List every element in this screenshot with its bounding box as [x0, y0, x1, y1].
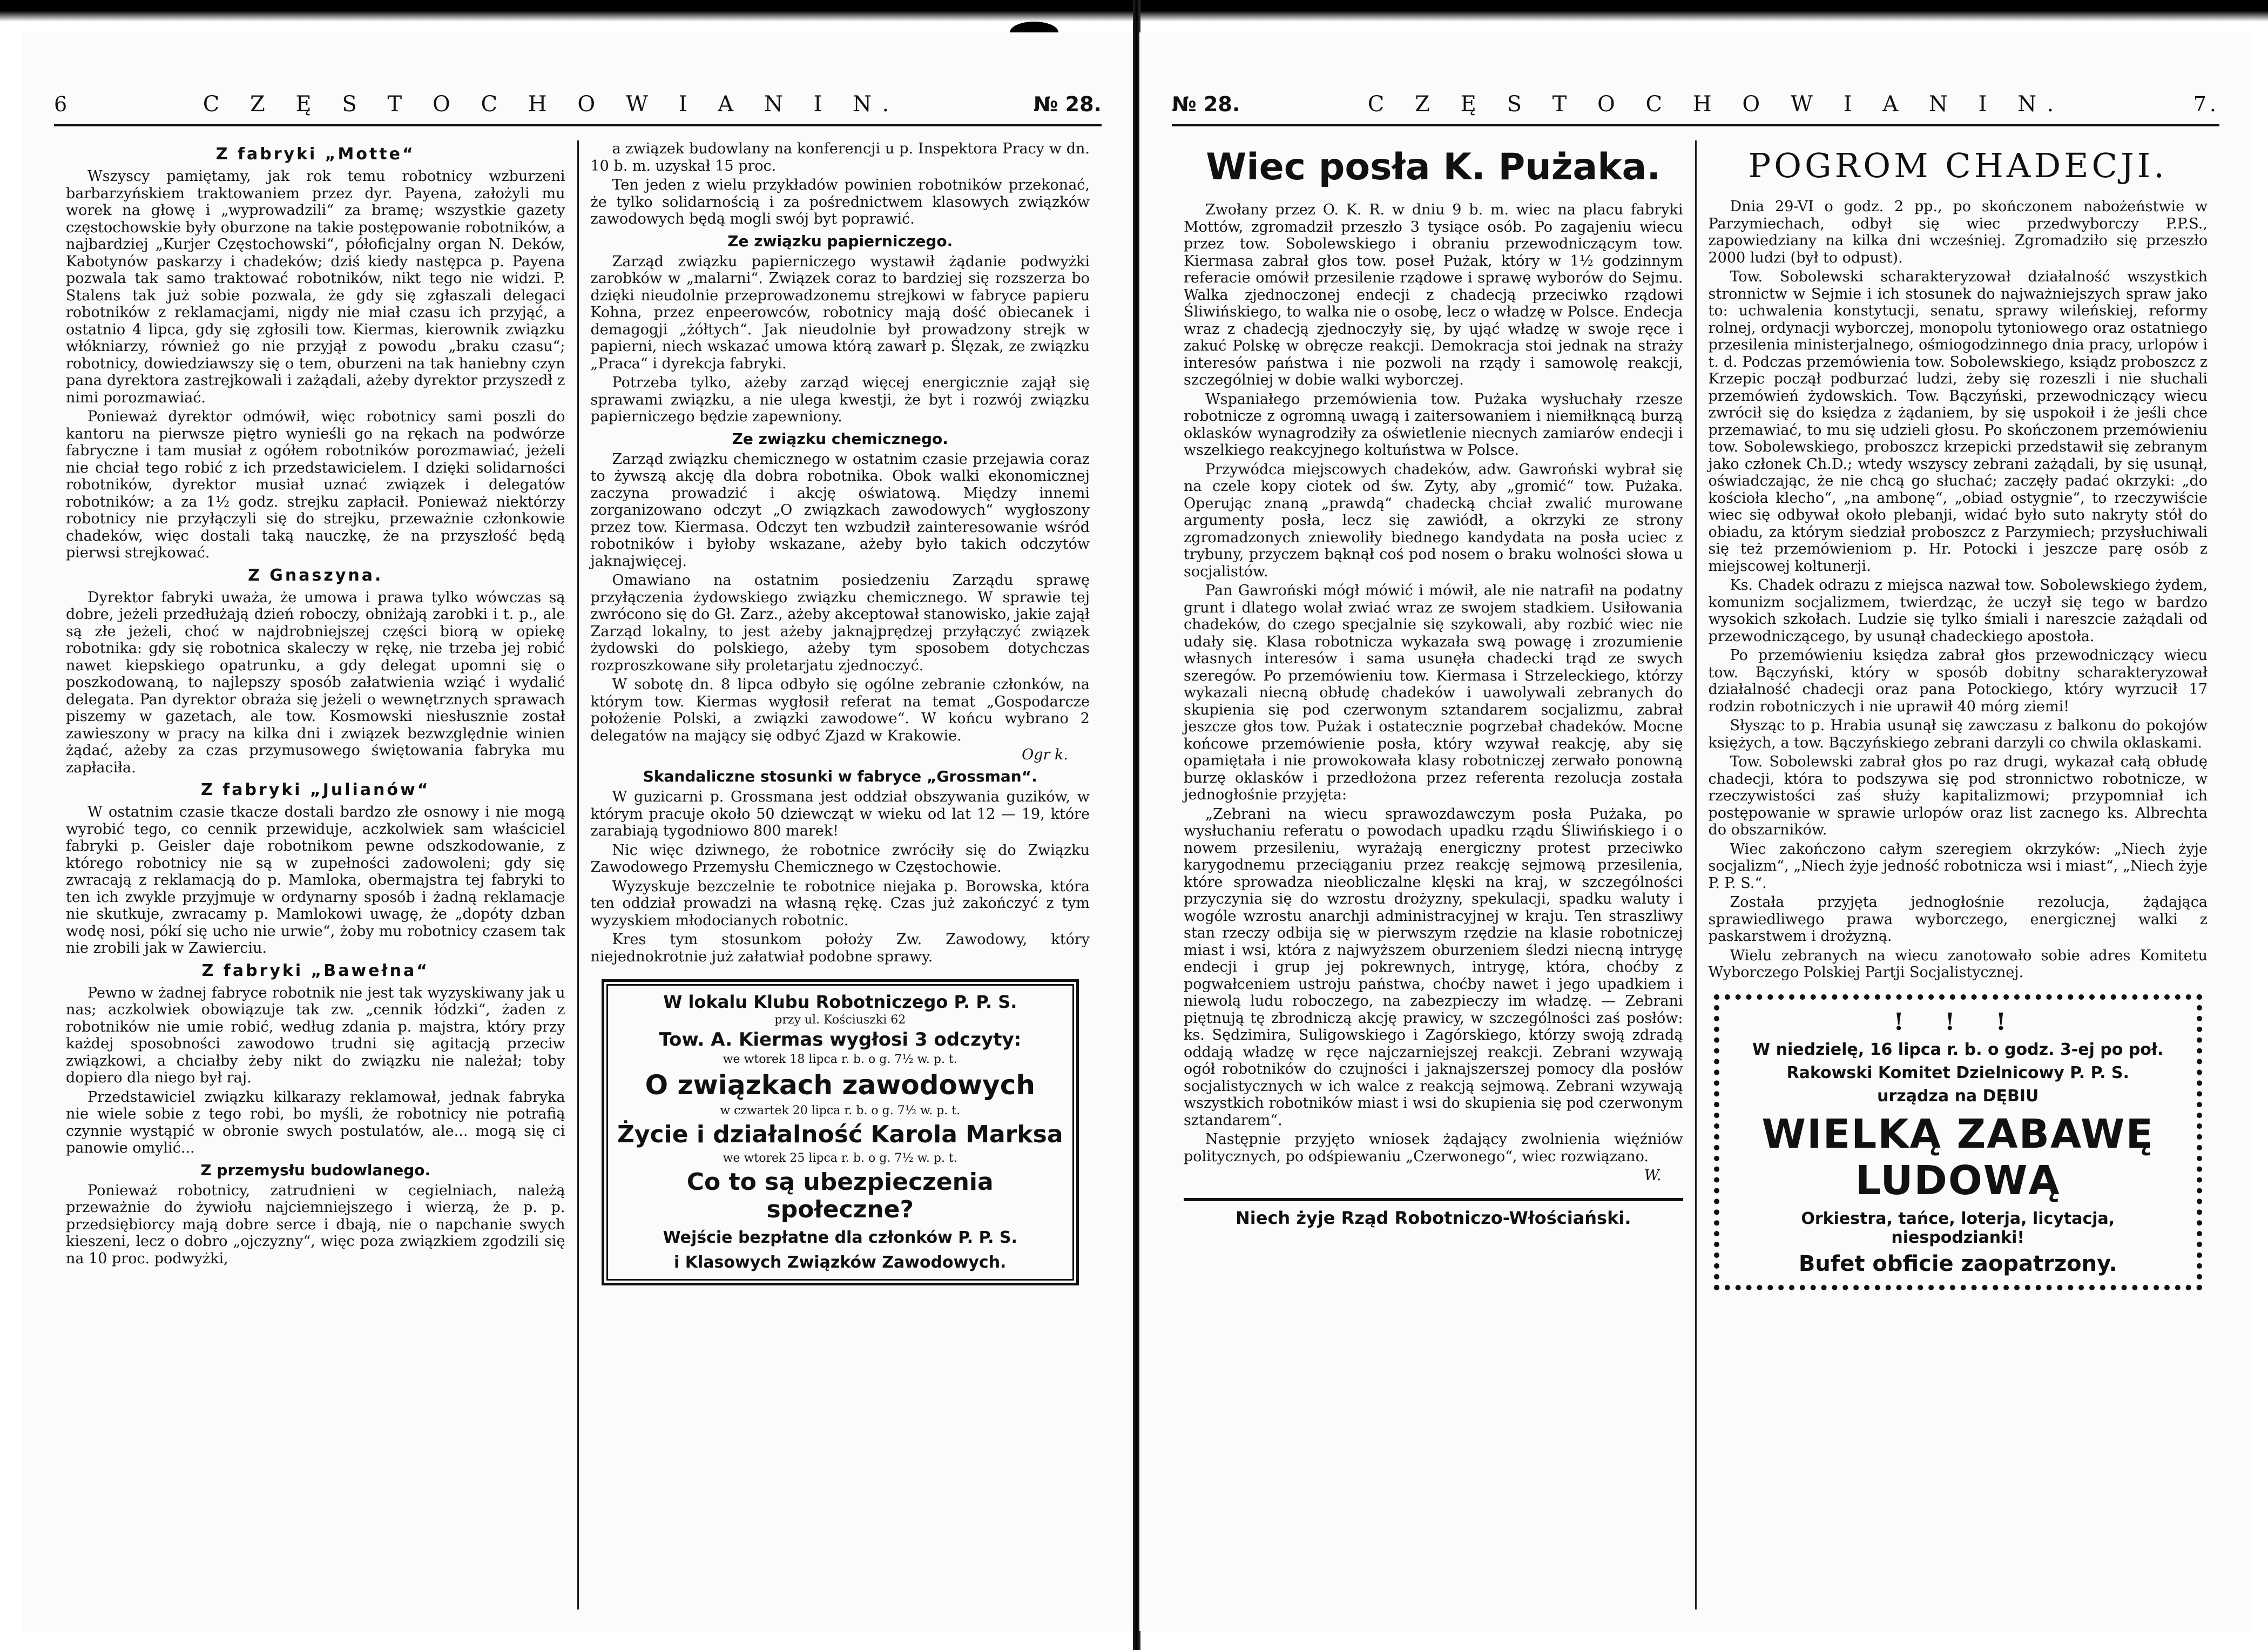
ad-date-1: we wtorek 18 lipca r. b. o g. 7½ w. p. t. — [723, 1053, 957, 1066]
paragraph: Potrzeba tylko, ażeby zarząd więcej energicznie zajął się sprawami związku, a nie ulega kwestji, że byt i rozwój związku papierniczego będzie zapewniony. — [590, 374, 1090, 425]
paragraph: W ostatnim czasie tkacze dostali bardzo złe osnowy i nie mogą wyrobić tego, co cennik przewiduje, aczkolwiek sam właściciel fabryki p. Geisler daje robotnikom pewne odszkodowanie, z którego robotnicy nie są w zupełności zadowoleni; gdy się zwracają z reklamacją do p. Mamloka, obermajstra tej fabryki to ten ich zwykle przyjmuje w ordynarny sposób i żadną reklamacje nie skutkuje, zwracamy p. Mamlokowi uwagę, że „dopóty dzban wodę nosi, pókí się ucho nie urwie“, żoby mu robotnicy czasem tak nie zrobili jak w Zawierciu. — [66, 804, 565, 957]
paragraph: Omawiano na ostatnim posiedzeniu Zarządu sprawę przyłączenia żydowskiego związku chemicznego. W sprawie tej zwrócono się do Gł. Zarz., ażeby akceptował stanowisko, jakie zajął Zarząd lokalny, to jest ażeby jaknajprędzej przyłączyć związek żydowski do polskiego, ażeby tym sposobem dotychczas rozproszkowane siły proletarjatu zjednoczyć. — [590, 572, 1090, 674]
paragraph: a związek budowlany na konferencji u p. Inspektora Pracy w dn. 10 b. m. uzyskał 15 proc. — [590, 140, 1090, 174]
section-subheading: Z przemysłu budowlanego. — [200, 1161, 431, 1179]
ad-lecture-1: O związkach zawodowych — [645, 1069, 1035, 1101]
left-columns — [54, 140, 1102, 1609]
paragraph: Przedstawiciel związku kilkarazy reklamował, jednak fabryka nie wiele sobie z tego robi, bo myśli, że robotnicy nie potrafią czynnie wystąpić w obronie swych postulatów, ale... mogą się ci panowie omylić... — [66, 1088, 565, 1156]
paragraph: Ks. Chadek odrazu z miejsca nazwał tow. Sobolewskiego żydem, komunizm socjalizmem, twierdząc, że uczył się tego w bardzo wysokich szkołach. Ludzie się tylko śmiali i nareszcie zażądali od przewodniczącego, by usunął chadeckiego apostoła. — [1708, 577, 2208, 645]
author-signature: W. — [1644, 1167, 1662, 1184]
dance-date: W niedzielę, 16 lipca r. b. o godz. 3-ej po poł. — [1752, 1040, 2164, 1059]
paragraph: Wszyscy pamiętamy, jak rok temu robotnicy wzburzeni barbarzyńskiem traktowaniem przez dyr. Payena, założyli mu worek na głowę i „wyprowadzili“ za bramę; wszystkie gazety częstochowskie były oburzone na takie postępowanie robotników, a najbardziej „Kurjer Częstochowski“, półoficjalny organ N. Deków, Kabotynów paskarzy i chadeków; dziś kiedy następca p. Payena pozwala tak samo traktować robotników, nikt tego nie widzi. P. Stalens tak już sobie pozwala, że gdy się zgłaszali delegaci robotników z reklamacjami, nigdy nie miał czasu ich przyjąć, a ostatnio 4 lipca, gdy się zgłosili tow. Kiermas, kierownik związku włókniarzy, również go nie przyjął z powodu „braku czasu“; robotnicy, dowiedziawszy się o tem, oburzeni na tak haniebny czyn pana dyrektora zastrejkowali i zażądali, ażeby dyrektor przyszedł z nimi porozmawiać. — [66, 168, 565, 406]
paragraph: Przywódca miejscowych chadeków, adw. Gawroński wybrał się na czele kopy ciotek od św. Zyty, aby „gromić“ tow. Pużaka. Operując znaną „prawdą“ chadecką chciał zwalić murowane argumenty posła, lecz się zawiódł, a okrzyki ze strony zgromadzonych zniewoliły biednego kandydata na posła uciec z trybuny, przyczem bąknął coś pod nosem o braku wolności słowa u socjalistów. — [1184, 461, 1683, 580]
paragraph: Została przyjęta jednogłośnie rezolucja, żądająca sprawiedliwego prawa wyborczego, energicznej walki z paskarstwem i drożyzną. — [1708, 894, 2208, 945]
ad-lecture-3: Co to są ubezpieczenia społeczne? — [686, 1168, 994, 1223]
paragraph: Tow. Sobolewski zabrał głos po raz drugi, wykazał całą obłudę chadecji, która to podszywa się pod stronnictwo robotnicze, w rzeczywistości zaś służy kapitalizmowi; przypomniał ich postępowanie w sprawie urlopów oraz list zacnego ks. Albrechta do obszarników. — [1708, 753, 2208, 838]
ad-date-2: w czwartek 20 lipca r. b. o g. 7½ w. p. t. — [720, 1104, 961, 1117]
paragraph: Zarząd związku chemicznego w ostatnim czasie przejawia coraz to żywszą akcję dla dobra robotnika. Obok walki ekonomicznej zaczyna prowadzić i akcję oświatową. Między innemi zorganizowano odczyt „O związkach zawodowych“ wygłoszony przez tow. Kiermasa. Odczyt ten wzbudził zainteresowanie wśród robotników i byłoby wskazane, ażeby było takich odczytów jaknajwięcej. — [590, 450, 1090, 570]
paragraph: Słysząc to p. Hrabia usunął się zawczasu z balkonu do pokojów księżych, a tow. Bączyńskiego zebrani darzyli co chwila oklaskami. — [1708, 717, 2208, 751]
section-heading: Z fabryki „Bawełna“ — [201, 961, 429, 980]
paragraph: W guzicarni p. Grossmana jest oddział obszywania guzików, w którym pracuje około 50 dziewcząt w wieku od lat 12 — 19, które zarabiają tygodniowo 800 marek! — [590, 789, 1090, 839]
paragraph: Wielu zebranych na wiecu zanotowało sobie adres Komitetu Wyborczego Polskiej Partji Socjalistycznej. — [1708, 947, 2208, 981]
paragraph: Wyzyskuje bezczelnie te robotnice niejaka p. Borowska, która ten oddział prowadzi na własną rękę. Czas już zakończyć z tym wyzyskiem młodocianych robotnic. — [590, 878, 1090, 929]
paragraph: Pewno w żadnej fabryce robotnik nie jest tak wyzyskiwany jak u nas; aczkolwiek obowiązuje tak zw. „cennik łódzki“, żaden z robotników nie umie robić, według zdania p. majstra, który przy każdej sposobności zawodowo trudni się agitacją przeciw związkowi, a chciałby żeby nikt do związku nie należał; toby dopiero dla niego był raj. — [66, 984, 565, 1086]
paragraph: Ten jeden z wielu przykładów powinien robotników przekonać, że tylko solidarnością i za pośrednictwem klasowych związków zawodowych będą mogli swój byt poprawić. — [590, 177, 1090, 227]
ad-footer-1: Wejście bezpłatne dla członków P. P. S. — [663, 1228, 1017, 1247]
ad-venue: W lokalu Klubu Robotniczego P. P. S. — [663, 992, 1017, 1012]
dance-buffet: Bufet obficie zaopatrzony. — [1798, 1251, 2117, 1276]
right-running-head — [1172, 92, 2219, 126]
ad-lecture-2: Życie i działalność Karola Marksa — [617, 1121, 1063, 1148]
section-heading: Z fabryki „Motte“ — [215, 145, 415, 164]
left-page-number: 6 — [54, 92, 71, 116]
paragraph: Dyrektor fabryki uważa, że umowa i prawa tylko wówczas są dobre, jeżeli przedłużają dzień roboczy, obniżają zarobki i t. p., ale są złe jeżeli, choć w najdrobniejszej części biorą w opiekę robotnika: gdy się robotnica skaleczy w rękę, nie trzeba jej robić nawet kiepskiego opatrunku, a gdy delegat upomni się o poszkodowaną, to najlepszy sposób załatwienia wziąć i wydalić delegata. Pan dyrektor obraża się jeżeli o wewnętrznych sprawach piszemy w gazetach, ale tow. Kosmowski niesłusznie został zawieszony w pracy na kilka dni i związek bezwzględnie winien żądać, ażeby za czas przymusowego świętowania fabryka mu zapłaciła. — [66, 589, 565, 776]
left-running-head — [54, 92, 1102, 126]
section-heading: Z fabryki „Julianów“ — [201, 780, 430, 799]
paragraph: Ponieważ robotnicy, zatrudnieni w cegielniach, należą przeważnie do żywiołu najciemniejszego i wierzą, że p. p. przedsiębiorcy mają dobre serce i dbają, nie o napchanie swych kieszeni, lecz o dobro „ojczyzny“, więc poza związkiem zgodzili się na 10 proc. podwyżki, — [66, 1182, 565, 1267]
paragraph: „Zebrani na wiecu sprawozdawczym posła Pużaka, po wysłuchaniu referatu o powodach upadku rządu Śliwińskiego i o nowem przesileniu, wyrażają energiczny protest przeciwko karygodnemu przeciąganiu przez reakcję sejmową przesilenia, które sprowadza nieobliczalne klęski na kraj, w szczególności przyczynia się do wzrostu drożyzny, spekulacji, spadku waluty i wogóle wzrostu anarchji administracyjnej w kraju. Ten straszliwy stan rzeczy odbija się w pierwszym rzędzie na klasie robotniczej miast i wsi, która z najwyższem oburzeniem śledzi niecną intrygę endecji i grup jej pokrewnych, intrygę, która, choćby z pogwałceniem ustroju państwa, choćby nawet i jego upadkiem i niewolą ludu roboczego, na zabezpieczy im władzę. — Zebrani piętnują tę zbrodniczą akcję prawicy, w szczególności zaś posłów: ks. Sędzimira, Suligowskiego i Zagórskiego, którzy swoją zdradą oddają władzę w ręce najczarniejszej reakcji. Zebrani wzywają ogół robotników do czujności i jaknajszerszej pomocy dla posłów socjalistycznych w ich walce z reakcją sejmową. Zebrani wzywają wszystkich robotników miast i wsi do skupienia się pod czerwonym sztandarem“. — [1184, 805, 1683, 1129]
right-running-title: C Z Ę S T O C H O W I A N I N. — [1367, 92, 2066, 117]
section-subheading: Ze związku chemicznego. — [732, 429, 948, 448]
ad-date-3: we wtorek 25 lipca r. b. o g. 7½ w. p. t. — [723, 1151, 957, 1165]
section-subheading: Ze związku papierniczego. — [727, 232, 953, 250]
paragraph: Kres tym stosunkom położy Zw. Zawodowy, który niejednokrotnie już załatwiał podobne sprawy. — [590, 931, 1090, 965]
ad-footer-2: i Klasowych Związków Zawodowych. — [674, 1253, 1007, 1272]
author-signature: Ogr k. — [1022, 746, 1068, 763]
paragraph: Nic więc dziwnego, że robotnice zwróciły się do Związku Zawodowego Przemysłu Chemicznego w Częstochowie. — [590, 841, 1090, 875]
paragraph: Zwołany przez O. K. R. w dniu 9 b. m. wiec na placu fabryki Mottów, zgromadził przeszło 3 tysiące osób. Po zagajeniu wiecu przez tow. Sobolewskiego i obraniu przewodniczącym tow. Kiermasa zabrał głos tow. poseł Pużak, który w 1½ godzinnym referacie omówił przesilenie rządowe i sprawę wyborów do Sejmu. Walka zjednoczonej endecji z chadecją przeciwko rządowi Śliwińskiego, to walka nie o osobę, lecz o władzę w Polsce. Endecja wraz z chadecją zjednoczyły się, by ująć władzę w swoje ręce i zakuć Polskę w obręcze reakcji. Demokracja stoi jednak na straży interesów państwa i nie pozwoli na rządy i samowolę reakcji, szczególniej w dobie walki wyborczej. — [1184, 201, 1683, 388]
left-issue-number: № 28. — [1033, 92, 1102, 116]
left-column-2 — [577, 140, 1102, 1609]
left-column-2-text — [591, 140, 1090, 965]
left-running-title: C Z Ę S T O C H O W I A N I N. — [202, 92, 901, 117]
paragraph: Zarząd związku papierniczego wystawił żądanie podwyżki zarobków w „malarni“. Związek coraz to bardziej się rozszerza bo dzięki nieudolnie przeprowadzonemu strejkowi w fabryce papieru Kohna, przez enpeerowców, robotnicy mają dość obiecanek i demagogji „żółtych“. Jak nieudolnie był prowadzony strejk w papierni, niech wskazać umowa którą zawarł p. Ślęzak, ze związku „Praca“ i dyrekcja fabryki. — [590, 253, 1090, 372]
right-column-1-text — [1184, 146, 1683, 1184]
paragraph: Ponieważ dyrektor odmówił, więc robotnicy sami poszli do kantoru na pierwsze piętro wynieśli go na rękach na podwórze fabryczne i tam musiał z ogółem robotników porozmawiać, jeżeli nie chciał tego robić z ich przedstawicielem. I dzięki solidarności robotników, dyrektor musiał uznać związek i delegatów robotników; a za 1½ godz. strejku zapłacił. Ponieważ niektórzy robotnicy nie przyłączyli się do strejku, przeważnie członkowie chadeków, więc dostali taką nauczkę, że na przyszłość będą pierwsi strejkować. — [66, 408, 565, 561]
dance-organizer: Rakowski Komitet Dzielnicowy P. P. S. — [1786, 1063, 2129, 1082]
right-column-1 — [1172, 140, 1695, 1609]
dance-exclaim: ! ! ! — [1893, 1008, 2023, 1036]
right-page-number: 7. — [2193, 92, 2219, 116]
section-heading: Z Gnaszyna. — [248, 565, 383, 585]
paragraph: Po przemówieniu księdza zabrał głos przewodniczący wiecu tow. Bączyński, który w sposób dobitny scharakteryzował działalność chadecji oraz pana Potockiego, który wyrzucił 17 rodzin robotniczych i nie uprawił 40 mórg ziemi! — [1708, 647, 2208, 715]
right-column-2 — [1695, 140, 2220, 1609]
paragraph: Wspaniałego przemówienia tow. Pużaka wysłuchały rzesze robotnicze z ogromną uwagą i zaitersowaniem i niemiłknącą burzą oklasków wynagrodziły za oświetlenie niecnych zamiarów endecji i wszelkiego reakcyjnego koltuństwa w Polsce. — [1184, 390, 1683, 459]
slogan: Niech żyje Rząd Robotniczo-Włościański. — [1184, 1198, 1683, 1228]
article-title: Wiec posła K. Pużaka. — [1206, 146, 1661, 188]
paragraph: Dnia 29-VI o godz. 2 pp., po skończonem nabożeństwie w Parzymiechach, odbył się wiec przedwyborczy P.P.S., zapowiedziany na kilka dni wcześniej. Zgromadziło się przeszło 2000 ludzi (był to odpust). — [1708, 198, 2208, 266]
dance-place: urządza na DĘBIU — [1877, 1086, 2039, 1106]
paragraph: W sobotę dn. 8 lipca odbyło się ogólne zebranie członków, na którym tow. Kiermas wygłosił referat na temat „Gospodarcze położenie Polski, a związki zawodowe“. W końcu wybrano 2 delegatów na mający się odbyć Zjazd w Krakowie. — [590, 676, 1090, 744]
festival-advertisement — [1714, 994, 2203, 1290]
ad-address: przy ul. Kościuszki 62 — [774, 1013, 906, 1027]
left-column-1 — [54, 140, 577, 1609]
right-columns — [1172, 140, 2219, 1609]
right-page — [1139, 32, 2252, 1631]
right-issue-number: № 28. — [1172, 92, 1240, 116]
paragraph: Wiec zakończono całym szeregiem okrzyków: „Niech żyje socjalizm“, „Niech żyje jedność robotnicza wsi i miast“, „Niech żyje P. P. S.“. — [1708, 840, 2208, 892]
dance-attractions: Orkiestra, tańce, loterja, licytacja, niespodzianki! — [1801, 1209, 2115, 1247]
article-title: POGROM CHADECJI. — [1748, 146, 2168, 185]
dance-title: WIELKĄ ZABAWĘ LUDOWĄ — [1761, 1110, 2155, 1204]
paragraph: Pan Gawroński mógł mówić i mówił, ale nie natrafił na podatny grunt i dlatego wolał zwiać wraz ze swojem stadkiem. Usiłowania chadeków, do czego specjalnie się szykowali, aby rozbić wiec nie udały się. Klasa robotnicza wykazała swą powagę i zrozumienie własnych interesów i sama usunęła chadecki trąd ze swych szeregów. Po przemówieniu tow. Kiermasa i Strzeleckiego, którzy wykazali niecną obłudę chadeków i uawolywali zebranych do skupienia się pod czerwonym sztandarem socjalizmu, zabrał jeszcze głos tow. Pużak i ostatecznie pogrzebał chadeków. Mocne końcowe przemówienie posła, który wzywał reakcję, aby się opamiętała i nie prowokowała klasy robotniczej zerwało ponowną burzę oklasków i przedłożona przez referenta rezolucja została jednogłośnie przyjęta: — [1184, 582, 1683, 803]
paragraph: Następnie przyjęto wniosek żądający zwolnienia więźniów politycznych, po odśpiewaniu „Czerwonego“, wiec rozwiązano. — [1184, 1131, 1683, 1165]
lecture-advertisement — [602, 979, 1079, 1285]
section-subheading: Skandaliczne stosunki w fabryce „Grossman“. — [643, 767, 1037, 785]
ad-speaker: Tow. A. Kiermas wygłosi 3 odczyty: — [659, 1029, 1022, 1050]
right-column-2-text — [1709, 146, 2208, 981]
left-page — [22, 32, 1134, 1631]
paragraph: Tow. Sobolewski scharakteryzował działalność wszystkich stronnictw w Sejmie i ich stosunek do najważniejszych spraw jako to: uchwalenia konstytucji, senatu, sprawy wileńskiej, reformy rolnej, ordynacji wyborczej, monopolu tytoniowego oraz ostatniego przesilenia ministerjalnego, ośmiogodzinnego dnia pracy, urlopów i t. d. Podczas przemówienia tow. Sobolewskiego, ksiądz proboszcz z Krzepic począł podburzać ludzi, żeby się rozeszli i nie słuchali przemówień żydowskich. Tow. Bączyński, przewodniczący wiecu zwrócił się do księdza z żądaniem, by się uspokoił i że jeśli chce przemawiać, to mu się udzieli głosu. Po skończonem przemówieniu tow. Sobolewskiego, proboszcz krzepicki przedstawił się zebranym jako członek Ch.D.; wtedy wszyscy zebrani zażądali, by się usunął, oświadczając, że nie chcą go słuchać; zaczęły padać okrzyki: „do kościoła klecho“, „na ambonę“, „obiad ostygnie“, to rzeczywiście wiec się odbywał około plebanji, widać było suto nakryty stół do obiadu, za którym siedział proboszcz z Parzymiech; przysłuchiwali się też przemówieniom p. Hr. Potocki i jeszcze parę osób z miejscowej koltunerji. — [1708, 268, 2208, 575]
